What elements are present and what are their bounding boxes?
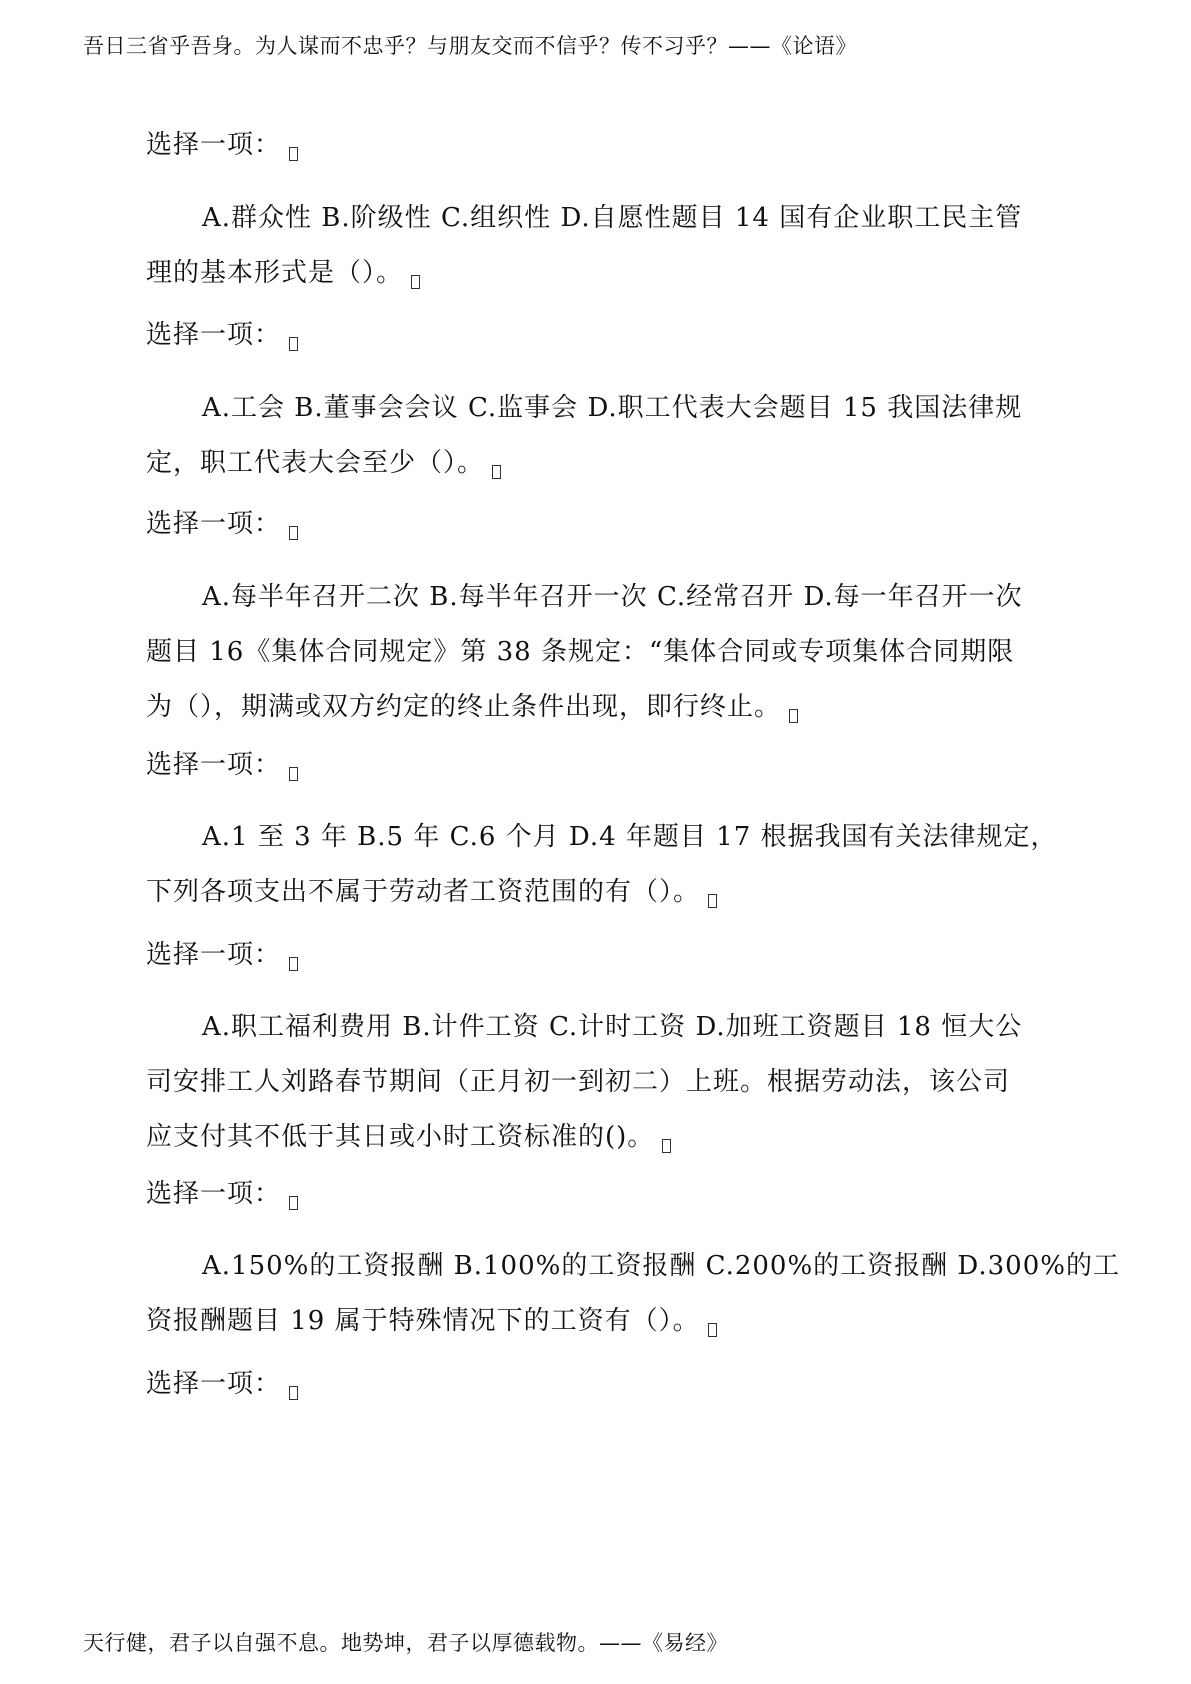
- paragraph-line: A.职工福利费用 B.计件工资 C.计时工资 D.加班工资题目 18 恒大公: [202, 1012, 1023, 1042]
- question-paragraph: [146, 810, 1058, 920]
- placeholder-glyph-icon: [411, 275, 420, 289]
- placeholder-glyph-icon: [708, 894, 717, 908]
- placeholder-glyph-icon: [662, 1139, 671, 1153]
- choose-one-prompt: 选择一项：: [146, 928, 298, 983]
- placeholder-glyph-icon: [789, 709, 798, 723]
- placeholder-glyph-icon: [289, 767, 298, 781]
- choose-one-prompt: 选择一项：: [146, 738, 298, 793]
- paragraph-line: 应支付其不低于其日或小时工资标准的()。: [146, 1110, 1046, 1165]
- paragraph-line: A.1 至 3 年 B.5 年 C.6 个月 D.4 年题目 17 根据我国有关法律规定，: [202, 822, 1058, 852]
- paragraph-line: 题目 16《集体合同规定》第 38 条规定：“集体合同或专项集体合同期限: [146, 637, 1015, 667]
- placeholder-glyph-icon: [492, 465, 501, 479]
- choose-one-prompt: 选择一项：: [146, 308, 298, 363]
- placeholder-glyph-icon: [708, 1323, 717, 1337]
- choose-one-prompt: 选择一项：: [146, 497, 298, 552]
- paragraph-line: 司安排工人刘路春节期间（正月初一到初二）上班。根据劳动法，该公司: [146, 1067, 1011, 1097]
- question-paragraph: [146, 191, 1046, 301]
- placeholder-glyph-icon: [289, 147, 298, 161]
- paragraph-line: A.工会 B.董事会会议 C.监事会 D.职工代表大会题目 15 我国法律规: [202, 393, 1023, 423]
- paragraph-line: A.群众性 B.阶级性 C.组织性 D.自愿性题目 14 国有企业职工民主管: [202, 203, 1023, 233]
- paragraph-line: 下列各项支出不属于劳动者工资范围的有（）。: [146, 865, 1046, 920]
- placeholder-glyph-icon: [289, 957, 298, 971]
- placeholder-glyph-icon: [289, 1386, 298, 1400]
- paragraph-line: A.每半年召开二次 B.每半年召开一次 C.经常召开 D.每一年召开一次: [202, 582, 1023, 612]
- question-paragraph: [146, 570, 1046, 735]
- paragraph-line: 为（），期满或双方约定的终止条件出现，即行终止。: [146, 680, 1046, 735]
- paragraph-line: 理的基本形式是（）。: [146, 246, 1046, 301]
- choose-one-prompt: 选择一项：: [146, 1167, 298, 1222]
- question-paragraph: [146, 381, 1046, 491]
- choose-one-prompt: 选择一项：: [146, 118, 298, 173]
- footer-quote: 天行健，君子以自强不息。地势坤，君子以厚德载物。——《易经》: [83, 1631, 728, 1655]
- paragraph-line: 资报酬题目 19 属于特殊情况下的工资有（）。: [146, 1294, 1046, 1349]
- paragraph-line: A.150%的工资报酬 B.100%的工资报酬 C.200%的工资报酬 D.300%的工: [202, 1251, 1120, 1281]
- header-quote: 吾日三省乎吾身。为人谋而不忠乎？与朋友交而不信乎？传不习乎？——《论语》: [83, 34, 857, 58]
- paragraph-line: 定，职工代表大会至少（）。: [146, 436, 1046, 491]
- placeholder-glyph-icon: [289, 526, 298, 540]
- choose-one-prompt: 选择一项：: [146, 1357, 298, 1412]
- question-paragraph: [146, 1239, 1120, 1349]
- placeholder-glyph-icon: [289, 1196, 298, 1210]
- question-paragraph: [146, 1000, 1046, 1165]
- placeholder-glyph-icon: [289, 337, 298, 351]
